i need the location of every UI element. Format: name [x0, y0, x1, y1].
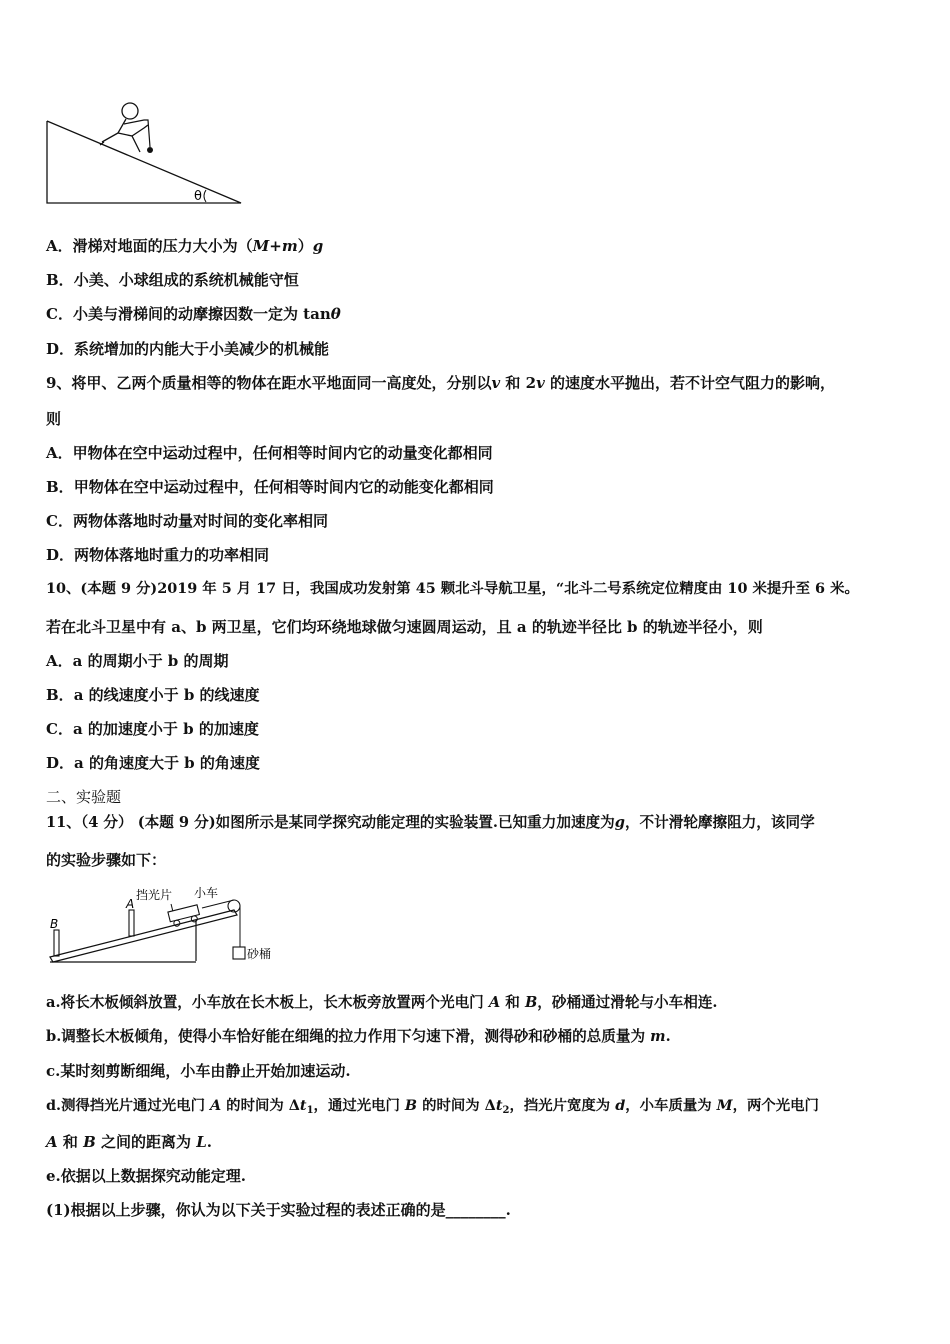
label-a: A	[126, 897, 135, 911]
slide-incline	[47, 121, 241, 203]
q11-stem-line2: 的实验步骤如下：	[46, 851, 167, 869]
photogate-b	[54, 930, 59, 956]
q10-stem: 10、(本题 9 分)2019 年 5 月 17 日，我国成功发射第 45 颗北斗导航卫星，“北斗二号系统定位精度由 10 米提升至 6 米。	[46, 580, 859, 597]
angle-label: θ	[194, 189, 202, 204]
label-bucket: 砂桶	[247, 947, 272, 961]
q9-stem-line2: 则	[46, 410, 62, 428]
experiment-figure	[44, 882, 284, 967]
q8-option-d: D．系统增加的内能大于小美减少的机械能	[46, 340, 330, 358]
q8-option-b: B．小美、小球组成的系统机械能守恒	[46, 271, 299, 289]
q10-option-d: D．a 的角速度大于 b 的角速度	[46, 754, 260, 772]
q9-option-b: B．甲物体在空中运动过程中，任何相等时间内它的动能变化都相同	[46, 478, 494, 496]
sand-bucket	[233, 947, 245, 959]
rope	[202, 900, 234, 908]
q10-option-a: A．a 的周期小于 b 的周期	[46, 652, 229, 670]
q10-stem-line2: 若在北斗卫星中有 a、b 两卫星，它们均环绕地球做匀速圆周运动，且 a 的轨迹半径比 b 的轨迹半径小，则	[46, 618, 763, 636]
slide-figure	[44, 98, 244, 208]
photogate-a	[129, 910, 134, 936]
step-b: b.调整长木板倾角，使得小车恰好能在细绳的拉力作用下匀速下滑，测得砂和砂桶的总质量为 m.	[46, 1028, 671, 1045]
person-arm-string	[124, 120, 150, 147]
person-head	[122, 103, 138, 119]
q10-option-b: B．a 的线速度小于 b 的线速度	[46, 686, 260, 704]
q9-stem: 9、将甲、乙两个质量相等的物体在距水平地面同一高度处，分别以v 和 2v 的速度水平抛出，若不计空气阻力的影响，	[46, 374, 836, 392]
q9-option-d: D．两物体落地时重力的功率相同	[46, 546, 270, 564]
step-d: d.测得挡光片通过光电门 A 的时间为 $\Delta t_1$，通过光电门 B 的时间为 $\Delta t_2$，挡光片宽度为 d，小车质量为 M，两个光电门	[46, 1097, 819, 1116]
q8-option-a: A．滑梯对地面的压力大小为（M+m）g	[46, 237, 324, 255]
q8-option-c: C．小美与滑梯间的动摩擦因数一定为 tanθ	[46, 305, 341, 323]
label-cart: 小车	[194, 886, 219, 900]
ball-icon	[147, 147, 153, 153]
section-title: 二、实验题	[46, 788, 122, 806]
angle-arc	[204, 190, 206, 202]
label-shutter: 挡光片	[136, 888, 173, 902]
q10-option-c: C．a 的加速度小于 b 的加速度	[46, 720, 259, 738]
sub-question-1: (1)根据以上步骤，你认为以下关于实验过程的表述正确的是________.	[46, 1201, 511, 1219]
incline-board	[50, 910, 237, 962]
step-a: a.将长木板倾斜放置，小车放在长木板上，长木板旁放置两个光电门 A 和 B，砂桶通过滑轮与小车相连.	[46, 994, 718, 1011]
step-c: c.某时刻剪断细绳，小车由静止开始加速运动.	[46, 1062, 351, 1080]
q11-stem: 11、（4 分） (本题 9 分)如图所示是某同学探究动能定理的实验装置.已知重力加速度为g，不计滑轮摩擦阻力，该同学	[46, 814, 815, 831]
step-e: e.依据以上数据探究动能定理.	[46, 1167, 246, 1185]
step-d-line2: A 和 B 之间的距离为 L.	[46, 1133, 213, 1151]
label-b: B	[50, 917, 59, 931]
q9-option-c: C．两物体落地时动量对时间的变化率相同	[46, 512, 328, 530]
q9-option-a: A．甲物体在空中运动过程中，任何相等时间内它的动量变化都相同	[46, 444, 493, 462]
